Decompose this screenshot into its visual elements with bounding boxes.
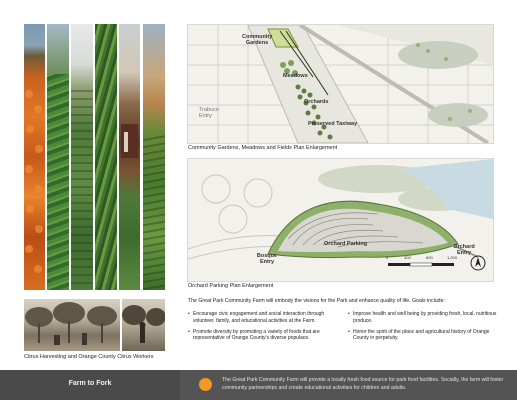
footer-title: Farm to Fork	[68, 380, 112, 387]
body-intro: The Great Park Community Farm will embody the visions for the Park and enhance quality of life. Goals include:	[188, 298, 445, 304]
label-orchard-parking: Orchard Parking	[324, 241, 368, 247]
photo-strip-orchard	[143, 24, 165, 290]
footer-text: The Great Park Community Farm will provide a locally fresh food source for park food facilities. Socially, the farm will foster community partnerships and create educational activities for children and adults.	[222, 377, 504, 391]
bullets-right	[348, 311, 498, 346]
historic-photo-right	[122, 299, 165, 351]
bullet-item: • Promote diversity by promoting a variety of foods that are representative of Orange County's diverse populace.	[188, 329, 338, 343]
photo-strip-oranges	[24, 24, 45, 290]
label-community-gardens: Community Gardens	[242, 34, 273, 47]
footer-bar	[0, 370, 517, 400]
orange-dot-icon	[199, 378, 212, 391]
photo-strip-field-rows	[47, 24, 69, 290]
label-preserved-taxiway: Preserved Taxiway	[308, 121, 358, 127]
plan-top-enlargement	[187, 24, 494, 144]
bullets-left	[188, 311, 338, 346]
label-orchards: Orchards	[304, 99, 329, 105]
historic-photo-left	[24, 299, 120, 351]
label-orchard-entry: Orchard Entry	[453, 244, 475, 257]
plan-bottom-enlargement	[187, 158, 494, 282]
bullet-item: • Improve health and well being by providing fresh, local, nutritious produce.	[348, 311, 498, 325]
historic-photo-caption: Citrus Harvesting and Orange County Citrus Workers	[24, 354, 154, 360]
photo-strip-barn	[119, 24, 140, 290]
scale-label-600: 600	[426, 255, 433, 260]
scale-label-300: 300	[404, 255, 411, 260]
bullet-item: • Encourage civic engagement and social interaction through volunteer, family, and educational activities at the Farm.	[188, 311, 338, 325]
plan-top-caption: Community Gardens, Meadows and Fields Plan Enlargement	[188, 145, 338, 151]
plan-bottom-caption: Orchard Parking Plan Enlargement	[188, 283, 274, 289]
photo-strip-green-rows	[95, 24, 117, 290]
scale-label-0: 0	[386, 255, 389, 260]
label-bosque-entry: Bosque Entry	[256, 253, 278, 266]
label-trabuco-entry: Trabuco Entry	[199, 107, 219, 120]
footer-title-panel	[0, 370, 180, 400]
label-meadows: Meadows	[283, 73, 308, 79]
photo-strip-farm-row	[71, 24, 93, 290]
bullet-item: • Honor the spirit of the place and agricultural history of Orange County in perpetuity.	[348, 329, 498, 343]
scale-label-1200: 1,200	[447, 255, 458, 260]
